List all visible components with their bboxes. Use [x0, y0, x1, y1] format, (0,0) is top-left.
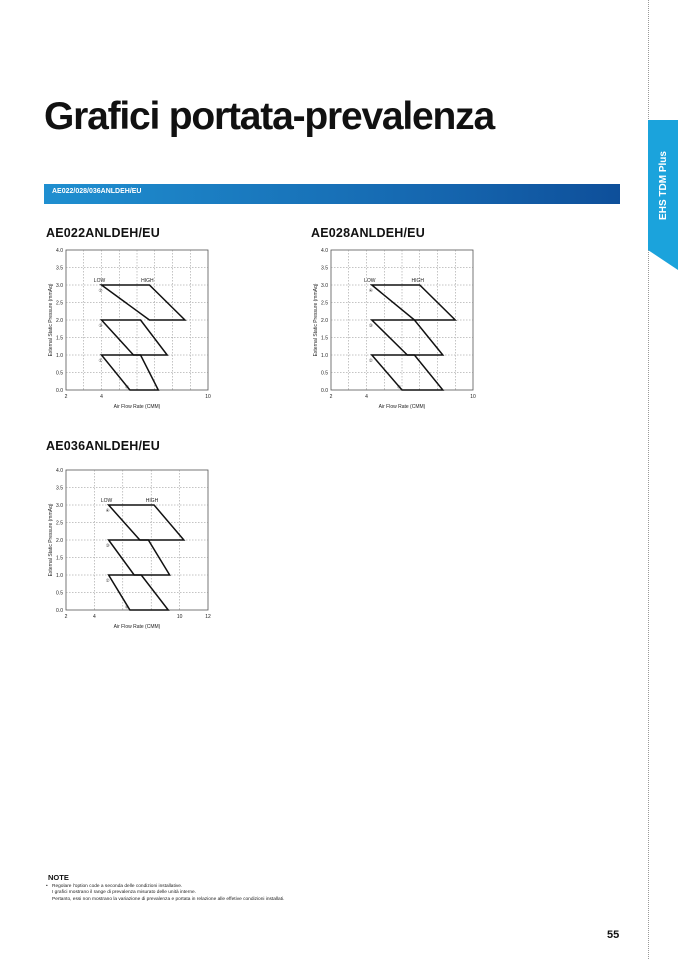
- section-bar: [44, 184, 620, 204]
- chart-2-title: AE028ANLDEH/EU: [311, 226, 425, 240]
- low-label: LOW: [100, 498, 113, 504]
- band-marker-2: ③: [98, 323, 103, 328]
- y-tick-label: 0.0: [56, 387, 63, 394]
- y-tick-label: 2.0: [56, 317, 63, 324]
- pressure-band-1: [109, 505, 184, 540]
- band-marker-bottom: ①: [124, 384, 129, 390]
- band-marker-1: ②: [98, 288, 103, 293]
- note-line-2: I grafici mostrano il range di prevalenza misurato delle unità interne.: [52, 890, 196, 896]
- x-axis-label: Air Flow Rate (CMM): [113, 624, 161, 630]
- band-marker-1: ④: [105, 508, 110, 513]
- high-label: HIGH: [141, 278, 154, 284]
- side-tab-label: EHS TDM Plus: [657, 150, 669, 220]
- y-tick-label: 3.0: [56, 282, 63, 289]
- band-marker-bottom: ①: [124, 604, 129, 610]
- note-line-3: Pertanto, essi non mostrano la variazione di prevalenza e portata in relazione alle effetive condizioni installati.: [52, 896, 285, 902]
- x-tick-label: 4: [93, 614, 96, 620]
- y-tick-label: 3.5: [56, 485, 63, 492]
- y-tick-label: 2.0: [321, 317, 328, 324]
- chart-3-title: AE036ANLDEH/EU: [46, 439, 160, 453]
- band-marker-3: ②: [368, 358, 373, 363]
- band-marker-3: ①: [98, 358, 103, 363]
- y-tick-label: 3.0: [56, 502, 63, 509]
- y-tick-label: 1.0: [56, 572, 63, 579]
- chart-1-title: AE022ANLDEH/EU: [46, 226, 160, 240]
- x-axis-label: Air Flow Rate (CMM): [113, 404, 161, 410]
- high-label: HIGH: [411, 278, 424, 284]
- y-tick-label: 0.5: [56, 590, 63, 597]
- x-tick-label: 4: [100, 394, 103, 400]
- chart-3: [36, 464, 236, 634]
- page-title: Grafici portata-prevalenza: [44, 95, 494, 138]
- note: [46, 873, 566, 903]
- low-label: LOW: [364, 278, 376, 284]
- low-label: LOW: [93, 278, 106, 284]
- y-tick-label: 1.5: [56, 555, 63, 562]
- y-axis-label: External Static Pressure (mmAq): [48, 503, 54, 577]
- x-tick-label: 2: [64, 394, 68, 400]
- band-marker-2: ③: [368, 323, 373, 328]
- y-tick-label: 1.5: [56, 335, 63, 342]
- page-number: 55: [607, 929, 620, 941]
- y-tick-label: 0.0: [321, 387, 328, 394]
- y-tick-label: 1.0: [56, 352, 63, 359]
- x-axis-label: Air Flow Rate (CMM): [378, 404, 426, 410]
- y-axis-label: External Static Pressure (mmAq): [48, 283, 54, 357]
- y-tick-label: 1.5: [321, 335, 328, 342]
- band-marker-2: ③: [105, 543, 110, 548]
- section-bar-label: AE022/028/036ANLDEH/EU: [52, 188, 142, 195]
- note-title: NOTE: [48, 873, 69, 882]
- y-tick-label: 2.0: [56, 537, 63, 544]
- chart-2: [301, 244, 501, 414]
- x-tick-label: 10: [176, 614, 183, 620]
- y-tick-label: 4.0: [321, 247, 328, 254]
- y-tick-label: 0.0: [56, 607, 63, 614]
- x-tick-label: 2: [64, 614, 68, 620]
- y-axis-label: External Static Pressure (mmAq): [313, 283, 319, 357]
- y-tick-label: 2.5: [321, 300, 328, 307]
- band-marker-3: ②: [105, 578, 110, 583]
- y-tick-label: 0.5: [56, 370, 63, 377]
- y-tick-label: 0.5: [321, 370, 328, 377]
- x-tick-label: 10: [205, 394, 211, 400]
- y-tick-label: 1.0: [321, 352, 328, 359]
- x-tick-label: 10: [470, 394, 476, 400]
- note-line-1: • Regolare l'option code a seconda delle condizioni installative.: [46, 884, 566, 890]
- y-tick-label: 3.5: [321, 265, 328, 272]
- x-tick-label: 4: [365, 394, 368, 400]
- y-tick-label: 3.0: [321, 282, 328, 289]
- y-tick-label: 4.0: [56, 247, 63, 254]
- y-tick-label: 3.5: [56, 265, 63, 272]
- band-marker-1: ④: [368, 288, 373, 293]
- chart-1: [36, 244, 236, 414]
- side-tab: [648, 120, 678, 270]
- y-tick-label: 2.5: [56, 300, 63, 307]
- y-tick-label: 2.5: [56, 520, 63, 527]
- band-marker-bottom: ①: [396, 384, 402, 390]
- high-label: HIGH: [145, 498, 159, 504]
- x-tick-label: 12: [205, 614, 211, 620]
- x-tick-label: 2: [329, 394, 333, 400]
- y-tick-label: 4.0: [56, 467, 63, 474]
